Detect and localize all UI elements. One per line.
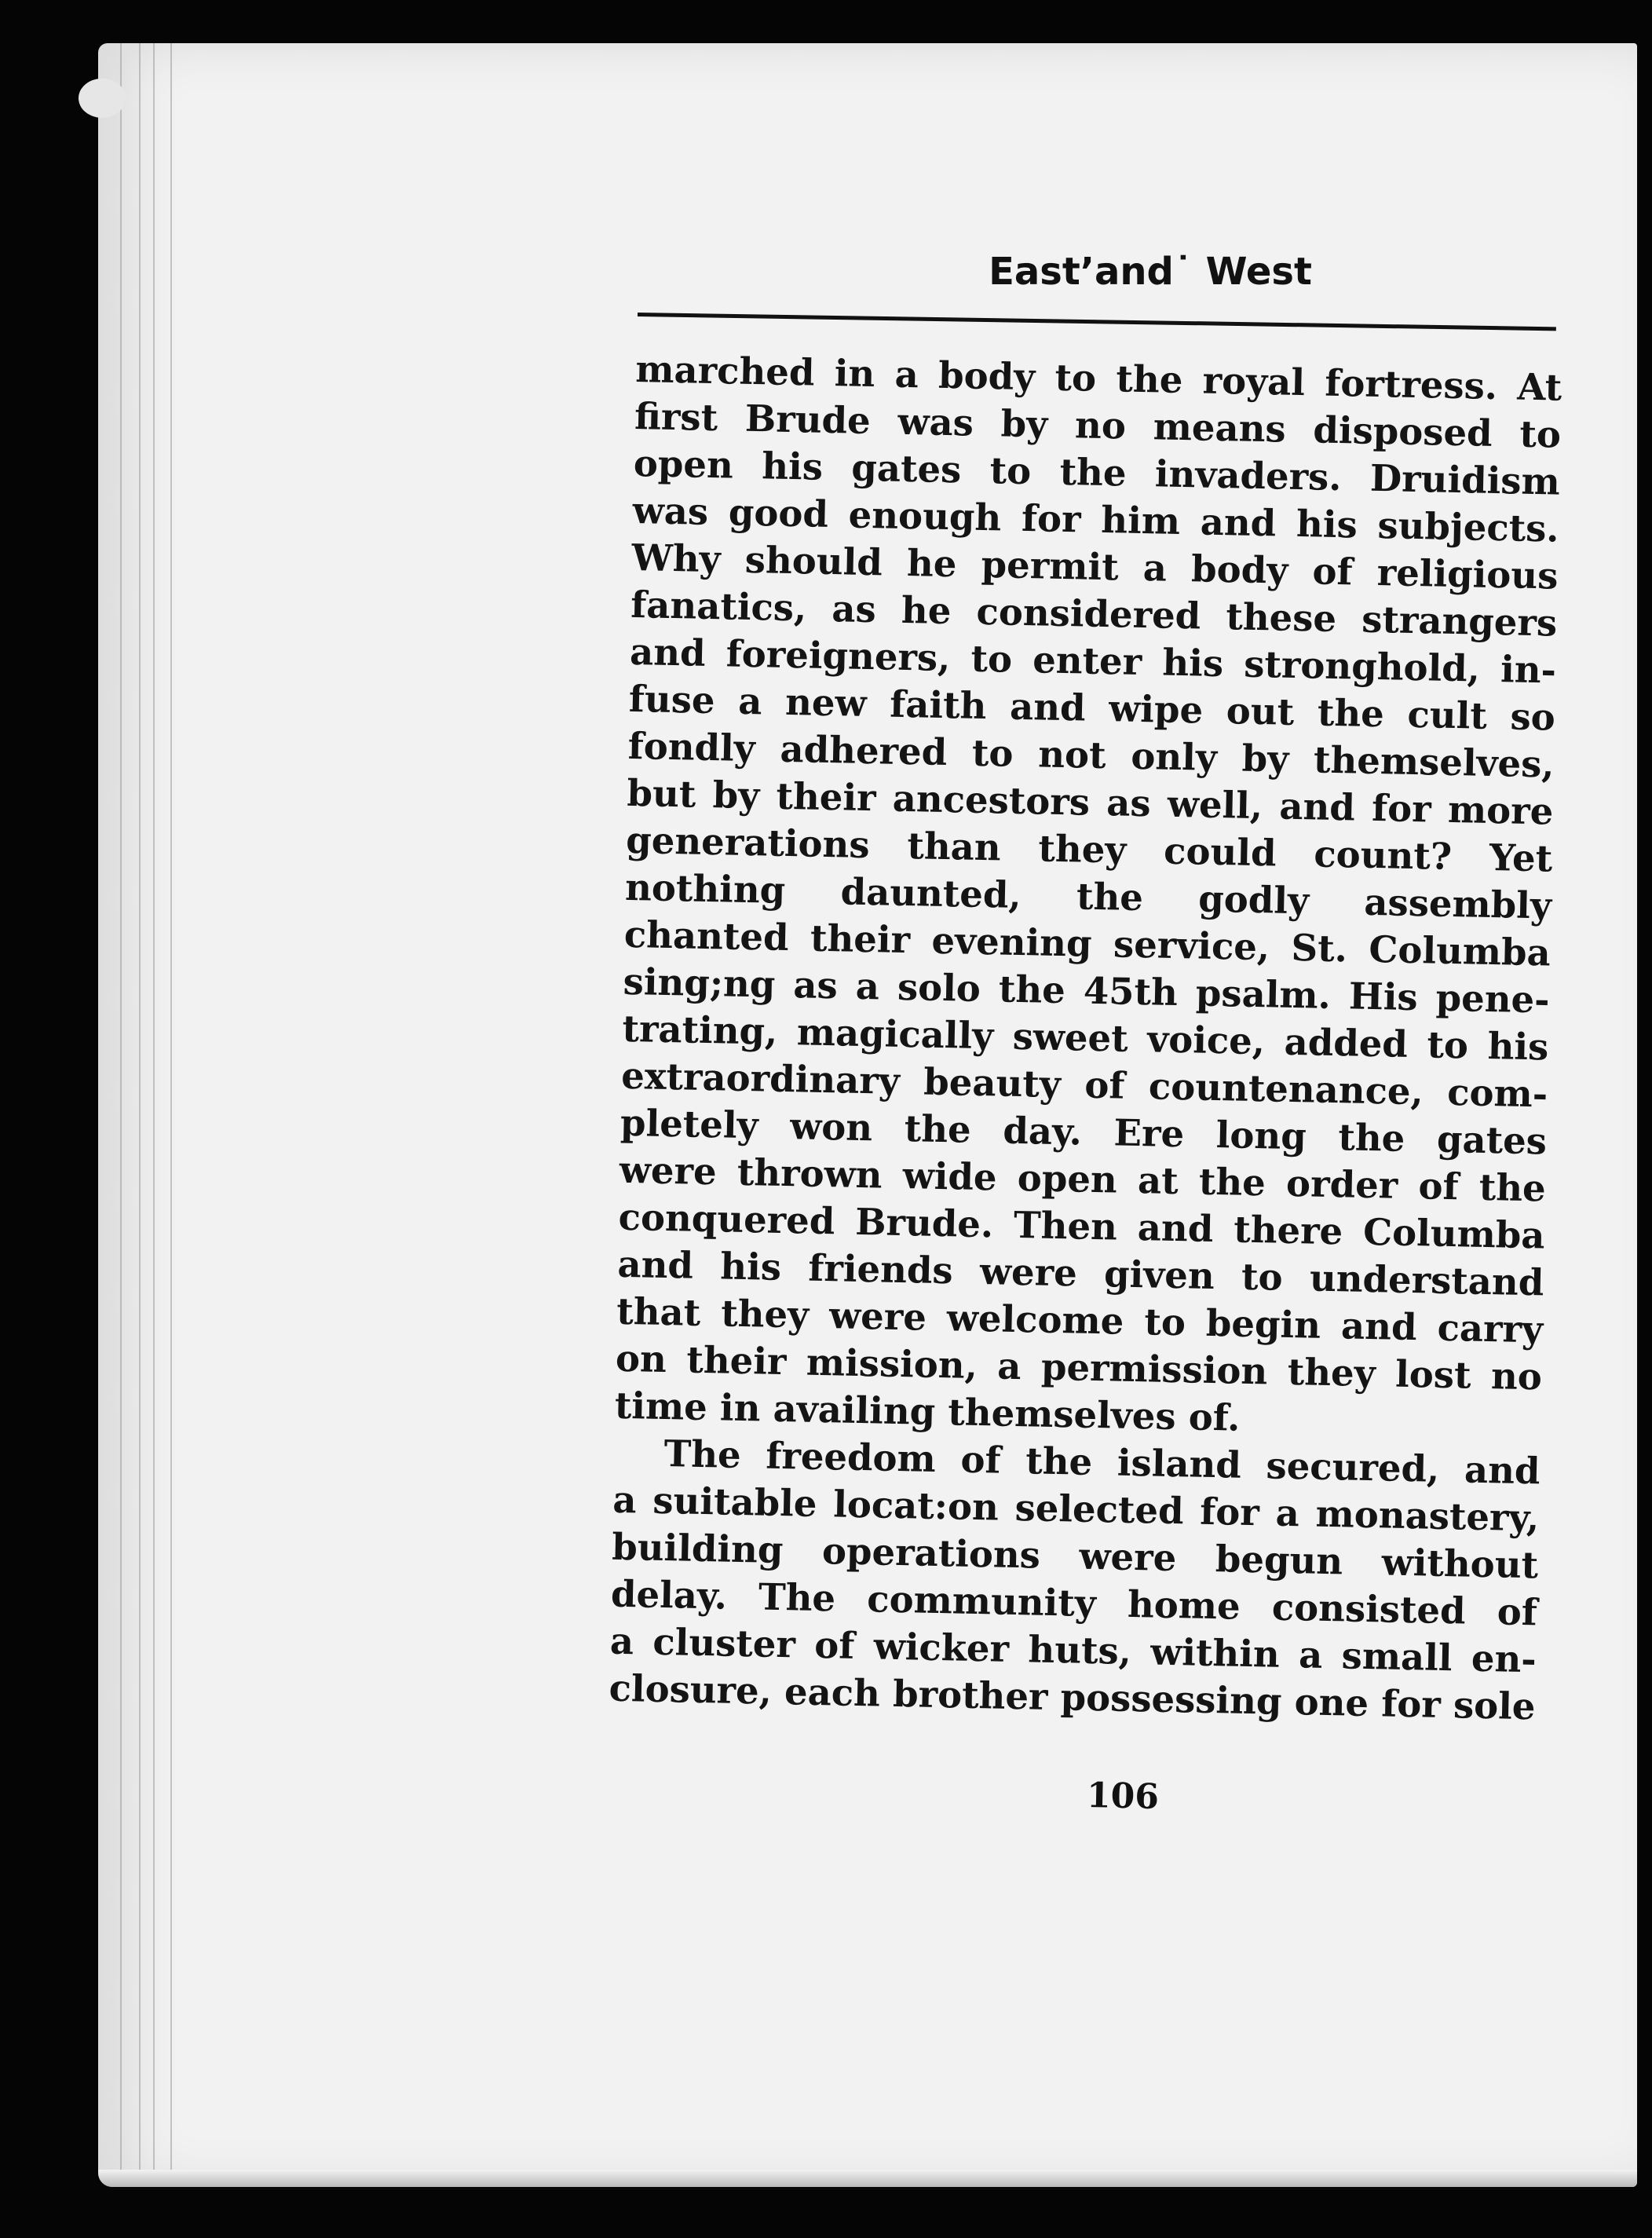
page-edge-line: [139, 43, 141, 2187]
text-line: fuse a new faith and wipe out the cult so: [628, 676, 1556, 739]
text-line: The freedom of the island secured, and: [663, 1432, 1541, 1493]
text-line: fanatics, as he considered these strangers: [630, 582, 1558, 645]
text-line: but by their ancestors as well, and for more: [627, 770, 1554, 833]
text-line: a cluster of wicker huts, within a small en-: [609, 1618, 1537, 1681]
text-line: building operations were begun without: [611, 1524, 1539, 1587]
text-line: that they were welcome to begin and carry: [616, 1289, 1544, 1351]
page-bottom-edge: [98, 2170, 1637, 2187]
paragraph-1: [614, 346, 1562, 1447]
paragraph-2: [609, 1429, 1541, 1731]
text-line: generations than they could count? Yet: [625, 817, 1553, 880]
text-line: marched in a body to the royal fortress. At: [634, 346, 1562, 409]
text-line: extraordinary beauty of countenance, com-: [620, 1053, 1548, 1116]
page-edge-line: [153, 43, 155, 2187]
text-line: and his friends were given to understand: [616, 1242, 1544, 1304]
text-line: Why should he permit a body of religious: [631, 535, 1559, 598]
text-line: time in availing themselves of.: [614, 1383, 1241, 1439]
body-text: [609, 346, 1562, 1730]
text-line: were thrown wide open at the order of the: [619, 1147, 1547, 1210]
text-line: closure, each brother possessing one for sole: [609, 1666, 1537, 1728]
text-line: and foreigners, to enter his stronghold, in-: [629, 629, 1557, 692]
text-line: on their mission, a permission they lost no: [615, 1336, 1543, 1399]
text-line: delay. The community home consisted of: [610, 1571, 1538, 1634]
text-line: open his gates to the invaders. Druidism: [633, 441, 1561, 503]
page-edges: [98, 43, 279, 2187]
page-edge-line: [170, 43, 172, 2187]
text-line: a suitable locat:on selected for a monastery,: [612, 1477, 1540, 1540]
page-edge-line: [120, 43, 122, 2187]
text-line: sing;ng as a solo the 45th psalm. His pene-: [623, 959, 1551, 1022]
page-number: 106: [1086, 1775, 1160, 1817]
text-line: first Brude was by no means disposed to: [634, 393, 1562, 456]
text-line: fondly adhered to not only by themselves,: [627, 723, 1555, 786]
dust-speck: [79, 79, 126, 118]
running-header: Eastʼand˙ West: [989, 250, 1312, 294]
text-line: chanted their evening service, St. Columba: [623, 912, 1551, 975]
text-line: was good enough for him and his subjects.: [632, 488, 1560, 550]
text-line: conquered Brude. Then and there Columba: [618, 1194, 1546, 1257]
text-line: trating, magically sweet voice, added to his: [621, 1006, 1549, 1069]
text-line: nothing daunted, the godly assembly: [624, 865, 1552, 927]
text-line: pletely won the day. Ere long the gates: [620, 1100, 1548, 1163]
